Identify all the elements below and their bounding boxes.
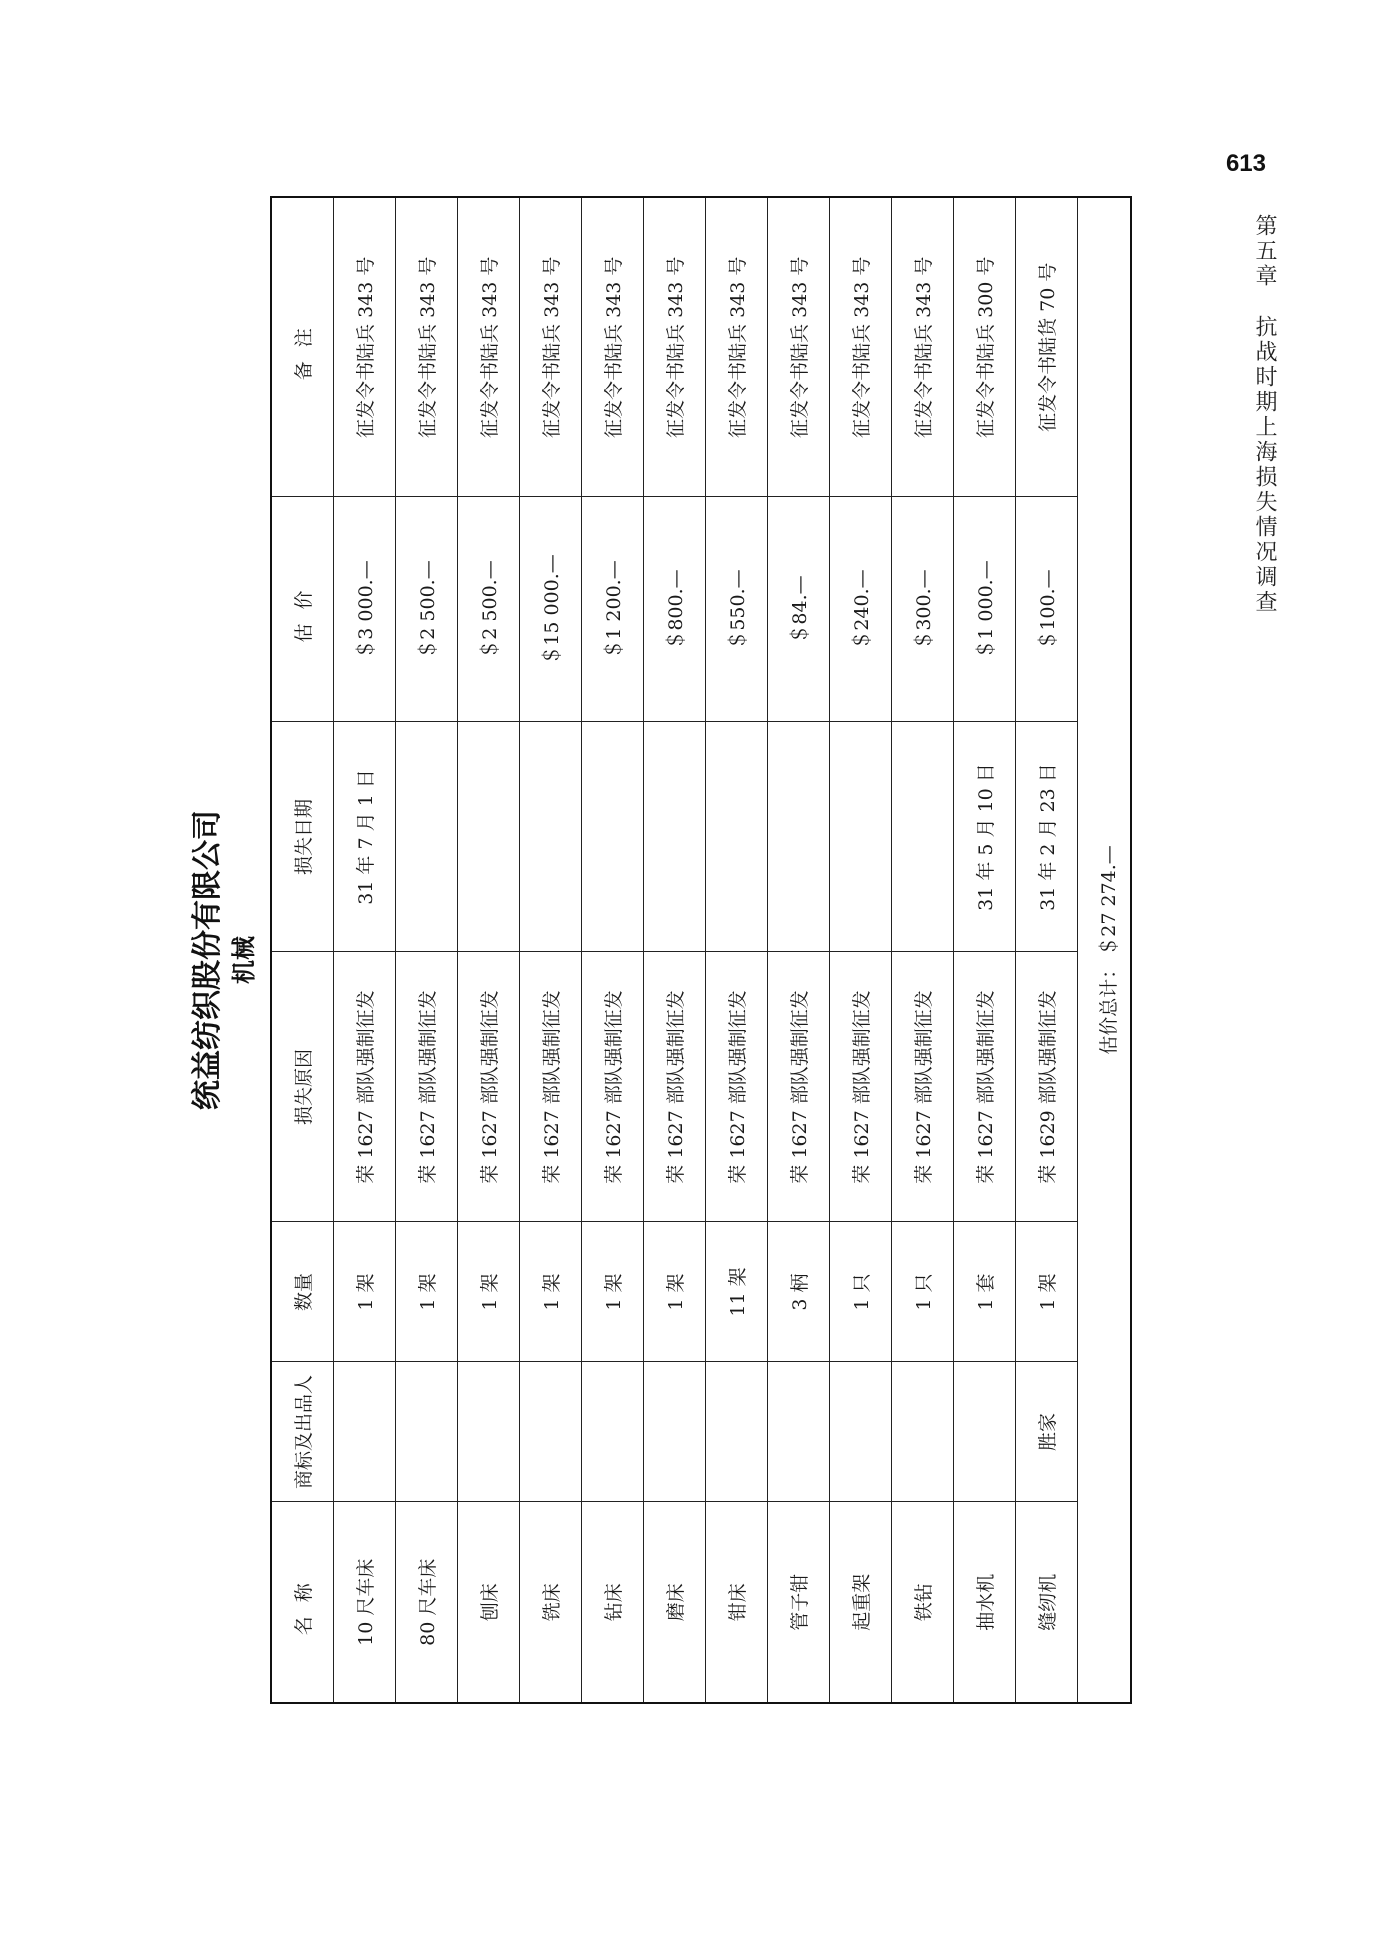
cell-date: 31 年 7 月 1 日 (334, 722, 396, 952)
cell-date (768, 722, 830, 952)
column-header: 名称 (272, 1502, 334, 1702)
cell-note: 征发令书陆兵 343 号 (892, 198, 954, 497)
cell-qty: 1 只 (830, 1222, 892, 1362)
cell-brand (396, 1362, 458, 1502)
cell-brand: 胜家 (1016, 1362, 1078, 1502)
total-value: ＄27 274.— (1097, 845, 1120, 956)
cell-name: 10 尺车床 (334, 1502, 396, 1702)
cell-name: 磨床 (644, 1502, 706, 1702)
cell-qty: 1 架 (458, 1222, 520, 1362)
cell-reason: 荣 1627 部队强制征发 (830, 952, 892, 1222)
cell-name: 80 尺车床 (396, 1502, 458, 1702)
cell-price: ＄300.— (892, 497, 954, 722)
table-row (334, 198, 396, 1702)
cell-price: ＄1 000.— (954, 497, 1016, 722)
running-header (1250, 214, 1280, 615)
cell-brand (706, 1362, 768, 1502)
total-cell (1078, 198, 1137, 1702)
cell-price: ＄15 000.— (520, 497, 582, 722)
table-row (892, 198, 954, 1702)
table-row (582, 198, 644, 1702)
cell-note: 征发令书陆兵 343 号 (830, 198, 892, 497)
cell-name: 钳床 (706, 1502, 768, 1702)
cell-date (892, 722, 954, 952)
cell-note: 征发令书陆兵 343 号 (520, 198, 582, 497)
table-row (768, 198, 830, 1702)
table-row (954, 198, 1016, 1702)
cell-reason: 荣 1627 部队强制征发 (334, 952, 396, 1222)
cell-reason: 荣 1627 部队强制征发 (582, 952, 644, 1222)
cell-note: 征发令书陆兵 343 号 (582, 198, 644, 497)
cell-reason: 荣 1627 部队强制征发 (954, 952, 1016, 1222)
cell-name: 缝纫机 (1016, 1502, 1078, 1702)
cell-name: 刨床 (458, 1502, 520, 1702)
cell-brand (644, 1362, 706, 1502)
cell-reason: 荣 1627 部队强制征发 (644, 952, 706, 1222)
cell-name: 管子钳 (768, 1502, 830, 1702)
cell-qty: 1 只 (892, 1222, 954, 1362)
loss-table (272, 198, 1136, 1702)
column-header: 损失原因 (272, 952, 334, 1222)
cell-brand (954, 1362, 1016, 1502)
header-row (272, 198, 334, 1702)
document-title: 统益纺织股份有限公司 (190, 810, 225, 1110)
chapter-label: 第五章 (1252, 214, 1277, 289)
cell-date: 31 年 2 月 23 日 (1016, 722, 1078, 952)
total-label: 估价总计： (1097, 959, 1120, 1055)
document-subtitle: 机械 (230, 936, 258, 984)
cell-reason: 荣 1627 部队强制征发 (458, 952, 520, 1222)
cell-reason: 荣 1627 部队强制征发 (768, 952, 830, 1222)
rotated-document (140, 200, 1140, 1720)
cell-reason: 荣 1627 部队强制征发 (396, 952, 458, 1222)
page-number: 613 (1225, 150, 1266, 177)
table-row (830, 198, 892, 1702)
column-header: 损失日期 (272, 722, 334, 952)
cell-note: 征发令书陆兵 300 号 (954, 198, 1016, 497)
cell-note: 征发令书陆货 70 号 (1016, 198, 1078, 497)
cell-name: 起重架 (830, 1502, 892, 1702)
loss-table-frame (270, 196, 1132, 1704)
total-row (1078, 198, 1137, 1702)
cell-date (830, 722, 892, 952)
cell-qty: 1 架 (644, 1222, 706, 1362)
cell-qty: 3 柄 (768, 1222, 830, 1362)
cell-date (520, 722, 582, 952)
cell-date (706, 722, 768, 952)
table-row (458, 198, 520, 1702)
cell-price: ＄84.— (768, 497, 830, 722)
cell-note: 征发令书陆兵 343 号 (458, 198, 520, 497)
cell-price: ＄550.— (706, 497, 768, 722)
cell-name: 铁钻 (892, 1502, 954, 1702)
table-row (644, 198, 706, 1702)
cell-note: 征发令书陆兵 343 号 (768, 198, 830, 497)
cell-price: ＄1 200.— (582, 497, 644, 722)
cell-note: 征发令书陆兵 343 号 (644, 198, 706, 497)
cell-date (582, 722, 644, 952)
cell-brand (520, 1362, 582, 1502)
cell-brand (830, 1362, 892, 1502)
cell-brand (768, 1362, 830, 1502)
column-header: 估价 (272, 497, 334, 722)
cell-qty: 11 架 (706, 1222, 768, 1362)
column-header: 备注 (272, 198, 334, 497)
cell-price: ＄240.— (830, 497, 892, 722)
cell-price: ＄3 000.— (334, 497, 396, 722)
table-row (396, 198, 458, 1702)
cell-brand (892, 1362, 954, 1502)
cell-brand (334, 1362, 396, 1502)
cell-qty: 1 套 (954, 1222, 1016, 1362)
cell-reason: 荣 1627 部队强制征发 (706, 952, 768, 1222)
column-header: 数量 (272, 1222, 334, 1362)
cell-price: ＄800.— (644, 497, 706, 722)
cell-price: ＄2 500.— (458, 497, 520, 722)
cell-brand (458, 1362, 520, 1502)
cell-brand (582, 1362, 644, 1502)
cell-name: 钻床 (582, 1502, 644, 1702)
cell-name: 铣床 (520, 1502, 582, 1702)
cell-qty: 1 架 (1016, 1222, 1078, 1362)
cell-reason: 荣 1627 部队强制征发 (520, 952, 582, 1222)
cell-reason: 荣 1627 部队强制征发 (892, 952, 954, 1222)
cell-qty: 1 架 (396, 1222, 458, 1362)
cell-price: ＄100.— (1016, 497, 1078, 722)
cell-date: 31 年 5 月 10 日 (954, 722, 1016, 952)
cell-qty: 1 架 (520, 1222, 582, 1362)
column-header: 商标及出品人 (272, 1362, 334, 1502)
cell-date (396, 722, 458, 952)
cell-price: ＄2 500.— (396, 497, 458, 722)
cell-qty: 1 架 (582, 1222, 644, 1362)
chapter-title: 抗战时期上海损失情况调查 (1252, 315, 1277, 615)
cell-qty: 1 架 (334, 1222, 396, 1362)
cell-date (644, 722, 706, 952)
cell-reason: 荣 1629 部队强制征发 (1016, 952, 1078, 1222)
cell-note: 征发令书陆兵 343 号 (396, 198, 458, 497)
table-row (520, 198, 582, 1702)
cell-name: 抽水机 (954, 1502, 1016, 1702)
cell-date (458, 722, 520, 952)
table-row (1016, 198, 1078, 1702)
cell-note: 征发令书陆兵 343 号 (706, 198, 768, 497)
cell-note: 征发令书陆兵 343 号 (334, 198, 396, 497)
table-row (706, 198, 768, 1702)
